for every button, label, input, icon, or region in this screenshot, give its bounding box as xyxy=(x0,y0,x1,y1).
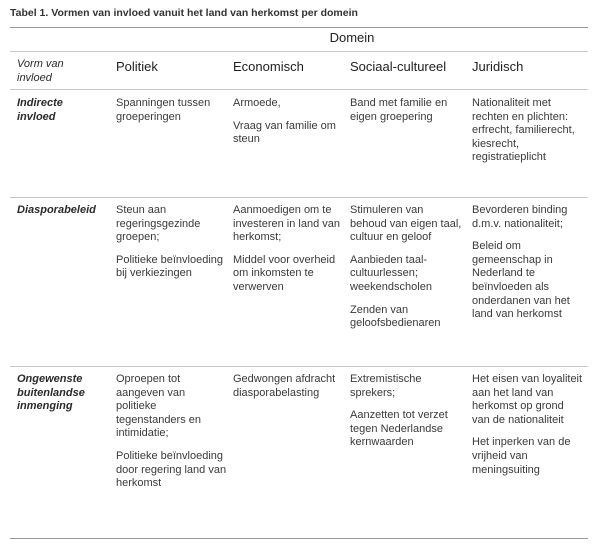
cell-paragraph: Aanmoedigen om te investeren in land van herkomst; xyxy=(233,204,341,244)
cell-indirecte-sociaal xyxy=(350,97,462,124)
cell-paragraph: Aanzetten tot verzet tegen Nederlandse kernwaarden xyxy=(350,409,448,449)
cell-paragraph: Zenden van geloofsbedienaren xyxy=(350,303,441,330)
row-label-line: Indirecte xyxy=(17,97,63,109)
table-caption: Tabel 1. Vormen van invloed vanuit het land van herkomst per domein xyxy=(10,7,358,19)
header-rule xyxy=(10,89,588,90)
cell-paragraph: Stimuleren van behoud van eigen taal, cultuur en geloof xyxy=(350,204,462,244)
row-label-line: invloed xyxy=(17,110,56,123)
cell-paragraph: Extremistische sprekers; xyxy=(350,373,422,399)
header-politiek: Politiek xyxy=(116,59,158,74)
cell-ongewenst-economisch xyxy=(233,373,343,400)
cell-paragraph: Band met familie en eigen groepering xyxy=(350,97,448,123)
cell-paragraph: Steun aan regeringsgezinde groepen; xyxy=(116,204,201,244)
header-sociaal-cultureel: Sociaal-cultureel xyxy=(350,59,447,74)
cell-indirecte-politiek xyxy=(116,97,228,124)
cell-paragraph: Het inperken van de vrijheid van meningsuiting xyxy=(472,436,571,476)
cell-paragraph: Het eisen van loyaliteit aan het land van herkomst op grond van de nationaliteit xyxy=(472,373,583,426)
header-vorm-line-1: Vorm van xyxy=(17,58,64,70)
row-label-indirecte-invloed xyxy=(17,97,109,124)
row-rule-1 xyxy=(10,197,588,198)
cell-paragraph: Politieke beïnvloeding door regering land van herkomst xyxy=(116,449,227,490)
bottom-rule xyxy=(10,538,588,539)
cell-paragraph: Oproepen tot aangeven van politieke tegenstanders en intimidatie; xyxy=(116,373,202,440)
cell-paragraph: Spanningen tussen groeperingen xyxy=(116,97,211,123)
cell-paragraph: Politieke beïnvloeding bij verkiezingen xyxy=(116,253,224,280)
row-rule-2 xyxy=(10,366,588,367)
row-label-line: inmenging xyxy=(17,400,73,413)
cell-diaspora-economisch xyxy=(233,204,343,295)
header-juridisch: Juridisch xyxy=(472,59,524,74)
cell-paragraph: Bevorderen binding d.m.v. nationaliteit; xyxy=(472,204,568,230)
cell-paragraph: Nationaliteit met rechten en plichten: erfrecht, familierecht, kiesrecht, registratieplicht xyxy=(472,97,575,164)
cell-ongewenst-sociaal xyxy=(350,373,462,450)
cell-paragraph: Beleid om gemeenschap in Nederland te beïnvloeden als onderdanen van het land van herkomst xyxy=(472,240,570,321)
cell-ongewenst-politiek xyxy=(116,373,228,491)
row-label-line: buitenlandse xyxy=(17,386,85,399)
row-label-ongewenste-buitenlandse-inmenging xyxy=(17,373,109,414)
domain-rule xyxy=(10,51,588,52)
cell-paragraph: Armoede, xyxy=(233,97,281,109)
header-economisch: Economisch xyxy=(233,59,304,74)
row-label-diasporabeleid xyxy=(17,204,109,218)
row-label-line: Ongewenste xyxy=(17,373,83,385)
header-vorm-line-2: invloed xyxy=(17,71,52,84)
cell-paragraph: Vraag van familie om steun xyxy=(233,119,336,146)
cell-indirecte-economisch xyxy=(233,97,343,147)
cell-paragraph: Aanbieden taal-cultuurlessen; weekendscholen xyxy=(350,253,432,293)
cell-diaspora-sociaal xyxy=(350,204,462,331)
top-rule xyxy=(10,27,588,28)
cell-paragraph: Gedwongen afdracht diasporabelasting xyxy=(233,373,336,399)
cell-indirecte-juridisch xyxy=(472,97,584,165)
cell-diaspora-politiek xyxy=(116,204,228,281)
cell-paragraph: Middel voor overheid om inkomsten te verwerven xyxy=(233,253,336,293)
row-label-line: Diasporabeleid xyxy=(17,204,96,216)
cell-diaspora-juridisch xyxy=(472,204,584,322)
domain-header: Domein xyxy=(329,30,375,45)
header-vorm-van-invloed xyxy=(17,58,109,85)
cell-ongewenst-juridisch xyxy=(472,373,584,477)
